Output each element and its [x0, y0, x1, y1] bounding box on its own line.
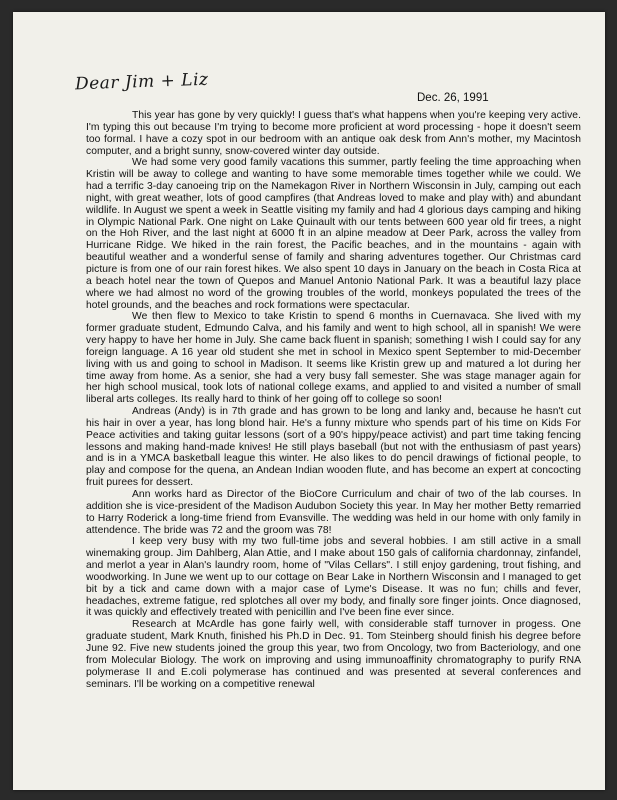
paragraph-ann: Ann works hard as Director of the BioCore Curriculum and chair of two of the lab courses. In addition she is vice-president of the Madison Audubon Society this year. In May her mother Betty remarried to Harry Roderick a long-time friend from Evansville. The wedding was held in our home with only family in attendence. The bride was 72 and the groom was 78! [86, 489, 581, 536]
paragraph-intro: This year has gone by very quickly! I guess that's what happens when you're keeping very active. I'm typing this out because I'm trying to become more proficient at word processing - hope it doesn't seem too formal. I have a cozy spot in our bedroom with an antique oak desk from Ann's mother, my Macintosh computer, and a bright sunny, snow-covered winter day outside. [86, 110, 581, 157]
paragraph-hobbies: I keep very busy with my two full-time jobs and several hobbies. I am still active in a small winemaking group. Jim Dahlberg, Alan Attie, and I make about 150 gals of california chardonnay, zinfandel, and merlot a year in Alan's laundry room, home of "Vilas Cellars". I still enjoy gardening, trout fishing, and woodworking. In June we went up to our cottage on Bear Lake in Northern Wisconsin and I managed to get bit by a tick and came down with a major case of Lyme's Disease. It was no fun; chills and fever, headaches, extreme fatigue, red splotches all over my body, and finally sore finger joints. Once diagnosed, it was quickly and effectively treated with penicillin and I've been fine ever since. [86, 536, 581, 619]
letter-body [86, 110, 581, 690]
paragraph-research: Research at McArdle has gone fairly well, with considerable staff turnover in progess. One graduate student, Mark Knuth, finished his Ph.D in Dec. 91. Tom Steinberg should finish his degree before June 92. Five new students joined the group this year, two from Oncology, two from Bacteriology, and one from Molecular Biology. The work on improving and using immunoaffinity chromatography to purify RNA polymerase II and E.coli polymerase has continued and was presented at several conferences and seminars. I'll be working on a competitive renewal [86, 619, 581, 690]
paragraph-vacations: We had some very good family vacations this summer, partly feeling the time approaching when Kristin will be away to college and wanting to have some memorable times together while we could. We had a terrific 3-day canoeing trip on the Namekagon River in Northern Wisconsin in July, camping out each night, with great weather, lots of good campfires (that Andreas loved to make and play with) and abundant wildlife. In August we spent a week in Seattle visiting my family and had 4 glorious days camping and hiking in Olympic National Park. One night on Lake Quinault with our tents between 600 year old fir trees, a night on the Hoh River, and the last night at 6000 ft in an alpine meadow at Deer Park, across the valley from Hurricane Ridge. We hiked in the rain forest, the Pacific beaches, and in the mountains - again with beautiful weather and a wonderful sense of family and sharing adventures together. Our Christmas card picture is from one of our rain forest hikes. We also spent 10 days in January on the beach in Costa Rica at a beach hotel near the town of Quepos and Manuel Antonio National Park. It was a beautiful lazy place where we had almost no word of the growing troubles of the world, monkeys populated the trees of the hotel grounds, and the beaches and rock formations were spectacular. [86, 157, 581, 311]
paragraph-kristin: We then flew to Mexico to take Kristin to spend 6 months in Cuernavaca. She lived with my former graduate student, Edmundo Calva, and his family and went to high school, all in spanish! We were very happy to have her home in July. She came back fluent in spanish; something I wish I could say for any foreign language. A 16 year old student she met in school in Mexico spent September to mid-December living with us and going to school in Madison. It seems like Kristin grew up and matured a lot during her time away from home. As a senior, she had a very busy fall semester. She was stage manager again for her high school musical, took lots of national college exams, and applied to and visited a number of small liberal arts colleges. Its really hard to think of her going off to college so soon! [86, 311, 581, 406]
letter-page [13, 12, 605, 790]
paragraph-andreas: Andreas (Andy) is in 7th grade and has grown to be long and lanky and, because he hasn't cut his hair in over a year, has long blond hair. He's a funny mixture who spends part of his time on Kids For Peace activities and taking guitar lessons (sort of a 90's hippy/peace activist) and part time taking fencing lessons and making hand-made knives! He still plays baseball (but not with the enthusiasm of past years) and is in a YMCA basketball league this winter. He also likes to do pencil drawings of fictional people, to play and compose for the quena, an Andean Indian wooden flute, and has become an expert at concocting fruit purees for dessert. [86, 406, 581, 489]
letter-date: Dec. 26, 1991 [417, 92, 489, 104]
handwritten-salutation: Dear Jim + Liz [74, 69, 209, 95]
